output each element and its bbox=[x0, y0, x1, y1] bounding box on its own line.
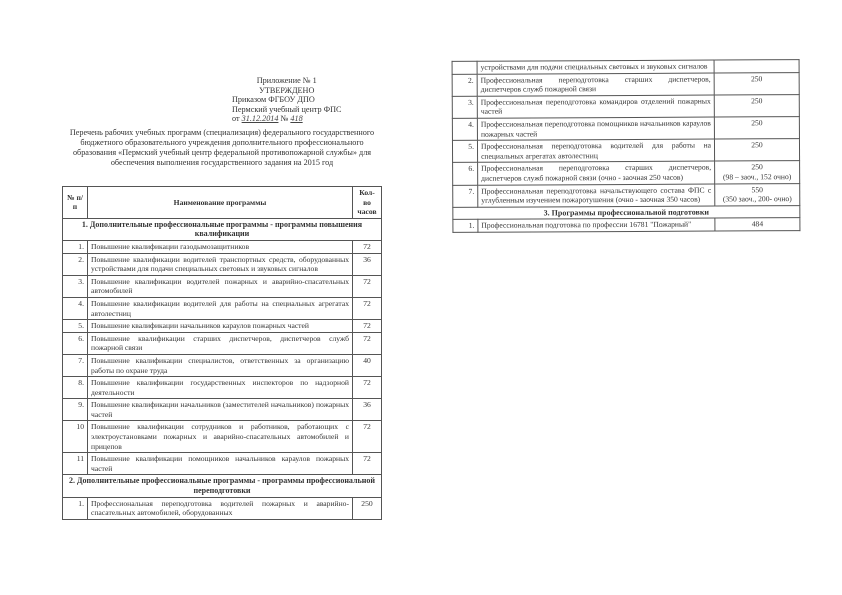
row-hours bbox=[714, 117, 799, 140]
row-name: Профессиональная переподготовка старших диспетчеров, диспетчеров служб пожарной связи (очно - заочная 250 часов) bbox=[478, 161, 715, 184]
row-hours bbox=[353, 275, 382, 297]
row-num: 4. bbox=[63, 297, 88, 319]
appendix-label: Приложение № 1 bbox=[256, 76, 317, 85]
row-name: Повышение квалификации государственных инспекторов по надзорной деятельности bbox=[88, 377, 353, 399]
row-name: Повышение квалификации сотрудников и работников, работающих с электроустановками пожарных и аварийно-спасательных автомобилей и прицепов bbox=[88, 421, 353, 453]
hours-value: 36 bbox=[363, 254, 371, 264]
row-name: Повышение квалификации начальников караулов пожарных частей bbox=[88, 320, 353, 333]
row-hours bbox=[353, 297, 382, 319]
row-name: Профессиональная переподготовка старших диспетчеров, диспетчеров служб пожарной связи bbox=[477, 73, 714, 96]
programs-table-page2 bbox=[452, 59, 801, 233]
hours-value: 250 bbox=[751, 118, 763, 128]
row-hours-empty bbox=[714, 60, 799, 73]
table-row bbox=[453, 183, 800, 207]
org-label: Пермский учебный центр ФПС bbox=[232, 104, 342, 114]
date-prefix: от bbox=[232, 114, 240, 124]
row-num: 11 bbox=[63, 453, 88, 475]
section-2-title: 2. Дополнительные профессиональные программы - программы профессиональной переподготовки bbox=[63, 475, 382, 497]
row-hours bbox=[353, 332, 382, 354]
section-2-rows bbox=[452, 72, 800, 207]
order-label: Приказом ФГБОУ ДПО bbox=[232, 95, 315, 105]
row-hours bbox=[353, 253, 382, 275]
table-row bbox=[63, 377, 382, 399]
row-name: Профессиональная переподготовка начальствующего состава ФПС с углубленным изучением пожаротушения (очно - заочная 350 часов) bbox=[478, 184, 715, 207]
hours-value: 250 bbox=[751, 96, 763, 106]
row-hours bbox=[714, 139, 799, 162]
row-num: 2. bbox=[452, 74, 477, 96]
hours-value: 72 bbox=[363, 422, 371, 432]
section-1-title: 1. Дополнительные профессиональные программы - программы повышения квалификации bbox=[63, 218, 382, 240]
row-hours bbox=[715, 161, 800, 184]
row-hours bbox=[715, 218, 800, 231]
row-num: 3. bbox=[452, 96, 477, 118]
hours-value: 72 bbox=[363, 298, 371, 308]
row-num: 7. bbox=[453, 185, 478, 207]
approval-block bbox=[232, 76, 342, 124]
table-row bbox=[63, 240, 382, 253]
row-name: Профессиональная переподготовка командиров отделений пожарных частей bbox=[477, 95, 714, 118]
hours-value: 484 bbox=[751, 219, 764, 229]
row-name: Профессиональная переподготовка водителей для работы на специальных агрегатах автолестниц bbox=[477, 139, 714, 162]
row-num: 8. bbox=[63, 377, 88, 399]
hours-value: 72 bbox=[363, 378, 371, 388]
row-num: 6. bbox=[453, 163, 478, 185]
row-num: 10 bbox=[63, 421, 88, 453]
table-row bbox=[63, 354, 382, 376]
hours-value: 36 bbox=[363, 400, 371, 410]
table-header bbox=[63, 187, 382, 219]
row-name: Повышение квалификации газодымозащитников bbox=[88, 240, 353, 253]
row-name: устройствами для подачи специальных световых и звуковых сигналов bbox=[477, 60, 714, 74]
order-number: 418 bbox=[290, 114, 303, 124]
row-name: Профессиональная переподготовка водителей пожарных и аварийно-спасательных автомобилей, оборудованных bbox=[88, 497, 353, 519]
hours-value: 250 bbox=[750, 73, 763, 83]
row-num-empty bbox=[452, 61, 477, 74]
row-num: 1. bbox=[453, 220, 478, 233]
row-hours bbox=[353, 453, 382, 475]
row-hours: 250 bbox=[353, 497, 382, 519]
row-hours bbox=[353, 320, 382, 333]
table-row bbox=[452, 139, 799, 163]
hours-note: (350 заоч., 200- очно) bbox=[722, 194, 792, 204]
row-hours bbox=[353, 354, 382, 376]
approved-label: УТВЕРЖДЕНО bbox=[259, 85, 315, 95]
row-hours bbox=[353, 399, 382, 421]
row-num: 1. bbox=[63, 240, 88, 253]
date-line bbox=[232, 114, 342, 124]
row-num: 6. bbox=[63, 332, 88, 354]
row-name: Повышение квалификации специалистов, ответственных за организацию работы по охране труда bbox=[88, 354, 353, 376]
row-hours bbox=[353, 377, 382, 399]
table-row bbox=[63, 399, 382, 421]
table-row bbox=[63, 332, 382, 354]
row-hours bbox=[353, 421, 382, 453]
programs-table-page1 bbox=[62, 186, 382, 520]
section-3-rows bbox=[453, 218, 800, 232]
row-name: Повышение квалификации помощников начальников караулов пожарных частей bbox=[88, 453, 353, 475]
table-row bbox=[453, 218, 800, 232]
row-num: 5. bbox=[63, 320, 88, 333]
hours-value: 40 bbox=[363, 355, 371, 365]
header-num: № п/п bbox=[63, 187, 88, 219]
table-row bbox=[63, 497, 382, 519]
hours-value: 250 bbox=[751, 140, 763, 150]
hours-value: 72 bbox=[363, 454, 371, 464]
table-row bbox=[63, 453, 382, 475]
table-row bbox=[63, 275, 382, 297]
hours-value: 72 bbox=[363, 333, 371, 343]
row-hours bbox=[715, 183, 800, 206]
row-num: 4. bbox=[452, 118, 477, 140]
table-row bbox=[63, 297, 382, 319]
hours-value: 72 bbox=[363, 241, 371, 251]
table-row bbox=[63, 253, 382, 275]
number-prefix: № bbox=[280, 114, 289, 124]
document-title: Перечень рабочих учебных программ (специализация) федерального государственного бюджетного образовательного учреждения дополнительного профессионального образования «Пермский учебный центр федеральной противопожарной службы» для обеспечения выполнения государственного задания на 2015 год bbox=[69, 128, 375, 167]
row-name: Повышение квалификации водителей для работы на специальных агрегатах автолестниц bbox=[88, 297, 353, 319]
hours-value: 250 bbox=[751, 162, 763, 172]
row-num: 5. bbox=[452, 140, 477, 162]
row-num: 2. bbox=[63, 253, 88, 275]
hours-note: (98 – заоч., 152 очно) bbox=[722, 172, 792, 182]
row-name: Повышение квалификации старших диспетчеров, диспетчеров служб пожарной связи bbox=[88, 332, 353, 354]
header-name: Наименование программы bbox=[88, 187, 353, 219]
hours-value: 550 bbox=[751, 184, 763, 194]
hours-value: 72 bbox=[363, 321, 371, 331]
row-name: Повышение квалификации начальников (заместителей начальников) пожарных частей bbox=[88, 399, 353, 421]
table-row bbox=[452, 117, 799, 141]
table-row bbox=[63, 320, 382, 333]
row-hours bbox=[353, 240, 382, 253]
hours-value: 72 bbox=[363, 276, 371, 286]
section-3-title: 3. Программы профессиональной подготовки bbox=[453, 205, 800, 219]
row-name: Повышение квалификации водителей пожарных и аварийно-спасательных автомобилей bbox=[88, 275, 353, 297]
header-hours: Кол-во часов bbox=[353, 187, 382, 219]
table-row bbox=[453, 161, 800, 185]
row-hours bbox=[714, 94, 799, 117]
section-1-rows bbox=[63, 240, 382, 474]
table-row bbox=[452, 94, 799, 118]
row-hours bbox=[714, 72, 799, 95]
row-name: Профессиональная подготовка по профессии 16781 "Пожарный" bbox=[478, 218, 715, 232]
table-row bbox=[452, 72, 799, 96]
row-num: 3. bbox=[63, 275, 88, 297]
row-name: Повышение квалификации водителей транспортных средств, оборудованных устройствами для подачи специальных световых и звуковых сигналов bbox=[88, 253, 353, 275]
row-num: 9. bbox=[63, 399, 88, 421]
row-num: 7. bbox=[63, 354, 88, 376]
date-value: 31.12.2014 bbox=[241, 114, 279, 124]
row-name: Профессиональная переподготовка помощников начальников караулов пожарных частей bbox=[477, 117, 714, 140]
table-row bbox=[63, 421, 382, 453]
row-num: 1. bbox=[63, 497, 88, 519]
